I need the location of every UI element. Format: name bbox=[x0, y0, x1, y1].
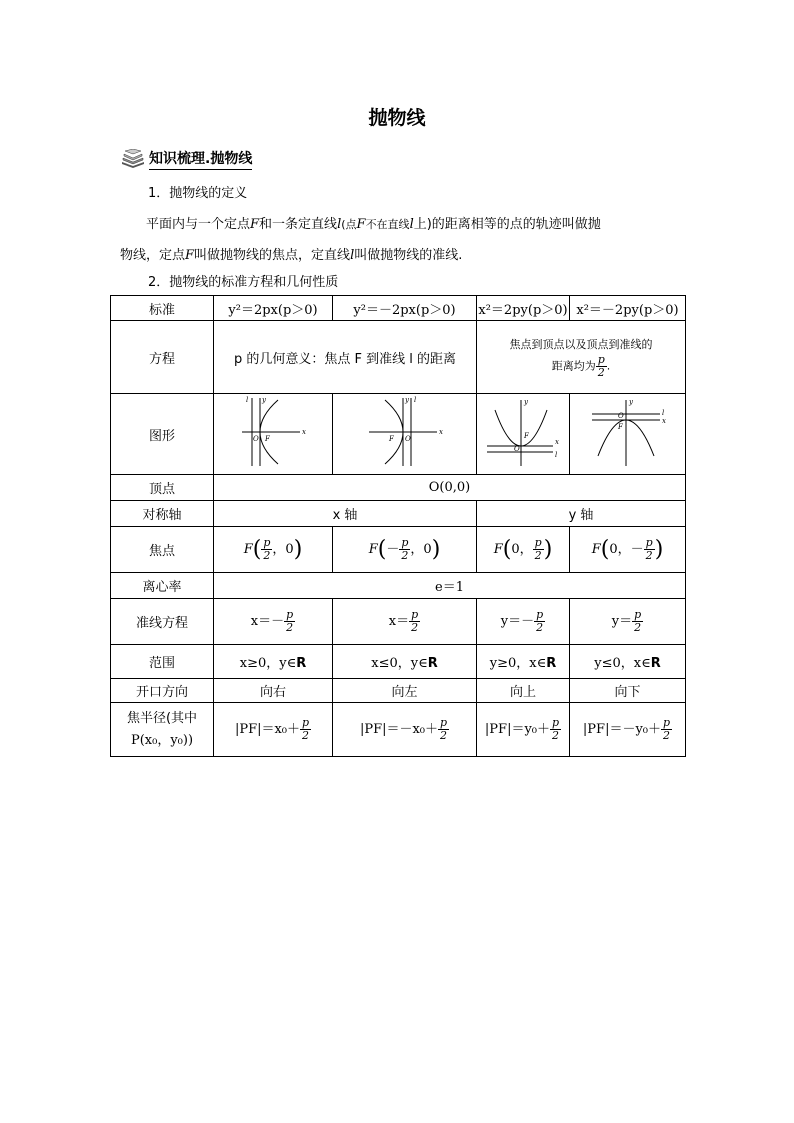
value: 0 bbox=[511, 542, 520, 557]
row-header: 图形 bbox=[111, 394, 214, 475]
fraction bbox=[399, 537, 410, 562]
row-header: 焦点 bbox=[111, 527, 214, 573]
row-opening bbox=[111, 679, 686, 703]
denominator: 2 bbox=[663, 729, 671, 742]
eccentricity-value: e＝1 bbox=[214, 573, 686, 599]
row-eccentricity bbox=[111, 573, 686, 599]
numerator: p bbox=[634, 608, 642, 621]
radius-cell bbox=[570, 703, 686, 757]
range-cell bbox=[477, 645, 570, 679]
radius-cell bbox=[333, 703, 477, 757]
denominator: 2 bbox=[536, 621, 544, 634]
comma: ， bbox=[410, 542, 424, 557]
value: 0 bbox=[285, 542, 294, 557]
row-axis bbox=[111, 501, 686, 527]
directrix-label: l bbox=[246, 396, 249, 404]
numerator: p bbox=[534, 536, 542, 549]
denominator: 2 bbox=[597, 365, 605, 379]
fraction bbox=[661, 717, 672, 742]
row-standard bbox=[111, 296, 686, 321]
standard-cell: x²＝2py(p＞0) bbox=[477, 296, 570, 321]
focus-cell: F(0， $\frac{p}{2}$ ) bbox=[477, 527, 570, 573]
row-range bbox=[111, 645, 686, 679]
page-title: 抛物线 bbox=[368, 107, 426, 129]
focus-label: F bbox=[524, 432, 529, 440]
focus-label: F bbox=[265, 435, 270, 443]
opening-cell: 向上 bbox=[477, 679, 570, 703]
lhs: y＝－ bbox=[500, 614, 535, 629]
symbol-F: F bbox=[185, 248, 195, 263]
directrix-cell bbox=[333, 599, 477, 645]
text: 物线，定点 bbox=[120, 248, 186, 263]
axis-x-label: x bbox=[661, 417, 666, 425]
text: 不在直线 bbox=[365, 218, 410, 231]
symbol-F: F bbox=[250, 217, 260, 232]
origin-label: O bbox=[514, 445, 520, 453]
focus-cell: F(0，－ $\frac{p}{2}$ ) bbox=[570, 527, 686, 573]
lhs: x＝ bbox=[388, 614, 410, 629]
directrix-cell bbox=[570, 599, 686, 645]
fraction bbox=[644, 537, 655, 562]
axis-y-label: y bbox=[262, 396, 266, 404]
row-header: 对称轴 bbox=[111, 501, 214, 527]
lhs: |PF|＝x₀＋ bbox=[234, 722, 301, 737]
range-text: y≤0，x∈ bbox=[594, 656, 651, 671]
reals-symbol: R bbox=[296, 656, 307, 671]
axis-y-cell: y 轴 bbox=[477, 501, 686, 527]
axis-x-label: x bbox=[555, 438, 559, 446]
axis-y-label: y bbox=[628, 398, 633, 406]
axis-y-label: y bbox=[524, 398, 528, 406]
comma: ， bbox=[617, 542, 631, 557]
row-header-line-2: P(x₀，y₀)) bbox=[130, 732, 194, 748]
axis-y-label: y bbox=[404, 396, 409, 404]
standard-cell: x²＝－2py(p＞0) bbox=[570, 296, 686, 321]
definition-line-2 bbox=[120, 244, 462, 263]
range-cell bbox=[570, 645, 686, 679]
numerator: p bbox=[440, 716, 448, 729]
numerator: p bbox=[552, 716, 560, 729]
row-vertex bbox=[111, 475, 686, 501]
denominator: 2 bbox=[440, 729, 448, 742]
opening-cell: 向下 bbox=[570, 679, 686, 703]
lhs: |PF|＝y₀＋ bbox=[484, 722, 551, 737]
symbol-F: F bbox=[591, 542, 601, 557]
focus-label: F bbox=[388, 435, 394, 443]
figure-up-opening bbox=[477, 394, 570, 475]
row-header: 范围 bbox=[111, 645, 214, 679]
figure-left-opening bbox=[333, 394, 477, 475]
lhs: |PF|＝－y₀＋ bbox=[582, 722, 662, 737]
vertex-distance-cell bbox=[477, 321, 686, 394]
text: 叫做抛物线的准线. bbox=[354, 248, 463, 263]
denominator: 2 bbox=[263, 549, 271, 562]
symbol-l: l bbox=[350, 248, 355, 263]
opening-cell: 向左 bbox=[333, 679, 477, 703]
item2-heading: 2．抛物线的标准方程和几何性质 bbox=[148, 275, 339, 290]
parabola-up-graph bbox=[483, 394, 563, 470]
range-cell bbox=[333, 645, 477, 679]
sign: － bbox=[386, 542, 400, 557]
directrix-label: l bbox=[413, 396, 416, 404]
denominator: 2 bbox=[634, 621, 642, 634]
fraction bbox=[438, 717, 449, 742]
numerator: p bbox=[663, 716, 671, 729]
text: 平面内与一个定点 bbox=[146, 217, 251, 232]
numerator: p bbox=[597, 352, 605, 366]
reals-symbol: R bbox=[427, 656, 438, 671]
sign: － bbox=[630, 542, 644, 557]
row-header bbox=[111, 703, 214, 757]
value: 0 bbox=[609, 542, 618, 557]
denominator: 2 bbox=[645, 549, 653, 562]
focus-cell: F( $\frac{p}{2}$ ，0) bbox=[214, 527, 333, 573]
numerator: p bbox=[411, 608, 419, 621]
lhs: x＝－ bbox=[250, 614, 285, 629]
comma: ， bbox=[272, 542, 286, 557]
vertex-value: O(0,0) bbox=[214, 475, 686, 501]
directrix-label: l bbox=[555, 451, 558, 459]
row-header: 顶点 bbox=[111, 475, 214, 501]
item1-heading: 1．抛物线的定义 bbox=[148, 186, 248, 201]
text: 和一条定直线 bbox=[259, 217, 338, 232]
text: 上)的距离相等的点的轨迹叫做抛 bbox=[413, 217, 601, 232]
row-header-line-1: 焦半径(其中 bbox=[126, 710, 198, 726]
denominator: 2 bbox=[302, 729, 310, 742]
opening-cell: 向右 bbox=[214, 679, 333, 703]
row-header: 离心率 bbox=[111, 573, 214, 599]
fraction bbox=[409, 609, 420, 634]
symbol-F: F bbox=[368, 542, 378, 557]
figure-down-opening bbox=[570, 394, 686, 475]
fraction bbox=[550, 717, 561, 742]
symbol-F: F bbox=[356, 217, 366, 232]
text: 叫做抛物线的焦点，定直线 bbox=[194, 248, 351, 263]
row-focus bbox=[111, 527, 686, 573]
range-text: x≤0，y∈ bbox=[371, 656, 428, 671]
focus-cell: F(－ $\frac{p}{2}$ ，0) bbox=[333, 527, 477, 573]
symbol-l: l bbox=[337, 217, 342, 232]
directrix-cell bbox=[214, 599, 333, 645]
directrix-cell bbox=[477, 599, 570, 645]
denominator: 2 bbox=[411, 621, 419, 634]
row-header: 准线方程 bbox=[111, 599, 214, 645]
symbol-F: F bbox=[243, 542, 253, 557]
denominator: 2 bbox=[534, 549, 542, 562]
p-meaning-cell: p 的几何意义：焦点 F 到准线 l 的距离 bbox=[214, 321, 477, 394]
standard-cell: y²＝2px(p＞0) bbox=[214, 296, 333, 321]
row-equation bbox=[111, 321, 686, 394]
range-text: x≥0，y∈ bbox=[239, 656, 297, 671]
text: (点 bbox=[341, 218, 357, 231]
fraction bbox=[596, 354, 607, 379]
numerator: p bbox=[263, 536, 271, 549]
radius-cell bbox=[477, 703, 570, 757]
value: 0 bbox=[423, 542, 432, 557]
row-header: 标准 bbox=[111, 296, 214, 321]
row-header: 方程 bbox=[111, 321, 214, 394]
section-label: 知识梳理.抛物线 bbox=[149, 148, 252, 170]
origin-label: O bbox=[253, 435, 259, 443]
radius-cell bbox=[214, 703, 333, 757]
origin-label: O bbox=[404, 435, 411, 443]
parabola-left-graph bbox=[365, 394, 445, 470]
fraction bbox=[261, 537, 272, 562]
row-header: 开口方向 bbox=[111, 679, 214, 703]
denominator: 2 bbox=[286, 621, 294, 634]
parabola-right-graph bbox=[238, 394, 308, 470]
row-directrix bbox=[111, 599, 686, 645]
vertex-distance-line-1: 焦点到顶点以及顶点到准线的 bbox=[509, 337, 653, 351]
numerator: p bbox=[401, 536, 409, 549]
lhs: y＝ bbox=[611, 614, 633, 629]
symbol-F: F bbox=[493, 542, 503, 557]
row-figure bbox=[111, 394, 686, 475]
text: 距离均为 bbox=[551, 359, 596, 372]
reals-symbol: R bbox=[650, 656, 661, 671]
lhs: |PF|＝－x₀＋ bbox=[359, 722, 439, 737]
comma: ， bbox=[519, 542, 533, 557]
vertex-distance-line-2: 距离均为 $\frac{p}{2}$ . bbox=[551, 352, 611, 379]
axis-x-label: x bbox=[438, 428, 443, 436]
standard-cell: y²＝－2px(p＞0) bbox=[333, 296, 477, 321]
row-focal-radius bbox=[111, 703, 686, 757]
properties-table bbox=[110, 295, 686, 757]
reals-symbol: R bbox=[546, 656, 557, 671]
fraction bbox=[632, 609, 643, 634]
numerator: p bbox=[645, 536, 653, 549]
range-cell bbox=[214, 645, 333, 679]
numerator: p bbox=[286, 608, 294, 621]
figure-right-opening bbox=[214, 394, 333, 475]
parabola-down-graph bbox=[588, 394, 668, 470]
numerator: p bbox=[302, 716, 310, 729]
numerator: p bbox=[536, 608, 544, 621]
section-heading bbox=[120, 147, 252, 171]
denominator: 2 bbox=[401, 549, 409, 562]
fraction bbox=[300, 717, 311, 742]
symbol-l: l bbox=[409, 217, 414, 232]
directrix-label: l bbox=[661, 409, 664, 417]
fraction bbox=[284, 609, 295, 634]
focus-label: F bbox=[617, 423, 623, 431]
axis-x-cell: x 轴 bbox=[214, 501, 477, 527]
definition-line-1 bbox=[146, 213, 601, 232]
books-icon bbox=[120, 149, 146, 169]
denominator: 2 bbox=[552, 729, 560, 742]
axis-x-label: x bbox=[302, 428, 306, 436]
fraction bbox=[534, 609, 545, 634]
range-text: y≥0，x∈ bbox=[489, 656, 547, 671]
origin-label: O bbox=[617, 412, 624, 420]
fraction bbox=[533, 537, 544, 562]
